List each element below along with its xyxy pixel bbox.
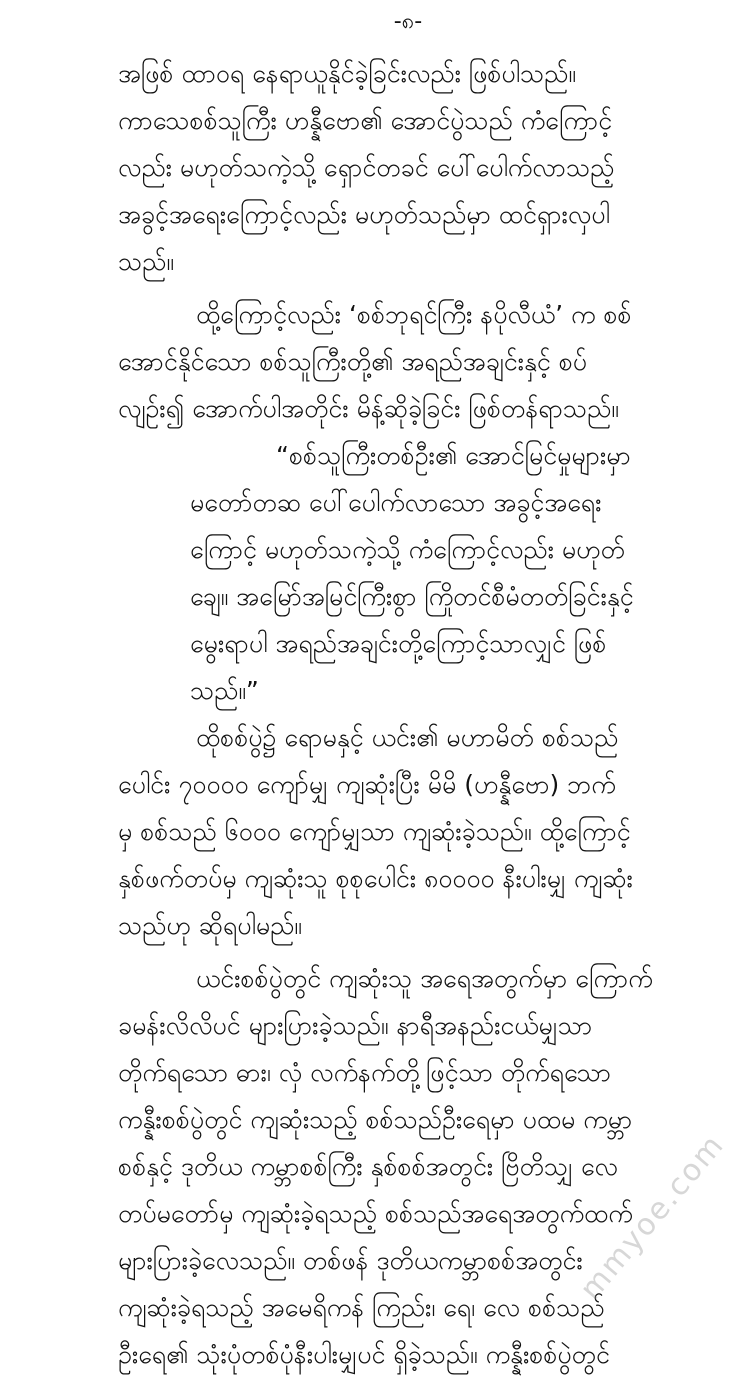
text-line: ကန္နီးစစ်ပွဲတွင် ကျဆုံးသည့် စစ်သည်ဦးရေမှာ ပထမ ကမ္ဘာ bbox=[118, 1105, 633, 1134]
text-line: ထို့ကြောင့်လည်း ‘စစ်ဘုရင်ကြီး နပိုလီယံ’ က စစ် bbox=[196, 300, 632, 329]
paragraph-1 bbox=[118, 50, 658, 285]
text-line: ခမန်းလိလိပင် များပြားခဲ့သည်။ နာရီအနည်းငယ်မျှသာ bbox=[118, 1011, 593, 1040]
text-line: ကျဆုံးခဲ့ရသည့် အမေရိကန် ကြည်း၊ ရေ၊ လေ စစ်သည် bbox=[118, 1293, 605, 1322]
quote-line: သည်။” bbox=[190, 676, 259, 705]
quote-line: ချေ။ အမြော်အမြင်ကြီးစွာ ကြိုတင်စီမံတတ်ခြင်းနှင့် bbox=[190, 582, 634, 611]
block-quote bbox=[118, 432, 658, 714]
text-line: ယင်းစစ်ပွဲတွင် ကျဆုံးသူ အရေအတွက်မှာ ကြောက် bbox=[196, 964, 653, 993]
page-number: -၈- bbox=[393, 9, 423, 34]
text-line: လျဉ်း၍ အောက်ပါအတိုင်း မိန့်ဆိုခဲ့ခြင်း ဖြစ်တန်ရာသည်။ bbox=[118, 394, 619, 423]
text-line: တိုက်ရသော ဓား၊ လှံ လက်နက်တို့ဖြင့်သာ တိုက်ရသော bbox=[118, 1058, 612, 1087]
text-line: သည်။ bbox=[118, 247, 174, 276]
text-line: စစ်နှင့် ဒုတိယ ကမ္ဘာစစ်ကြီး နှစ်စစ်အတွင်း ဗြိတိသျှ လေ bbox=[118, 1152, 618, 1181]
text-line: ကာသေစစ်သူကြီး ဟန္နီဗော၏ အောင်ပွဲသည် ကံကြောင့် bbox=[118, 106, 613, 135]
text-line: ဦးရေ၏ သုံးပုံတစ်ပုံနီးပါးမျှပင် ရှိခဲ့သည်။ ကန္နီးစစ်ပွဲတွင် bbox=[118, 1340, 610, 1369]
text-line: နှစ်ဖက်တပ်မှ ကျဆုံးသူ စုစုပေါင်း ၈၀၀၀၀ နီးပါးမျှ ကျဆုံး bbox=[118, 864, 633, 893]
text-line: များပြားခဲ့လေသည်။ တစ်ဖန် ဒုတိယကမ္ဘာစစ်အတွင်း bbox=[118, 1246, 583, 1275]
text-line: ထိုစစ်ပွဲ၌ ရောမနှင့် ယင်း၏ မဟာမိတ် စစ်သည် bbox=[196, 723, 619, 752]
paragraph-2 bbox=[118, 291, 658, 432]
text-line: မှ စစ်သည် ၆၀၀၀ ကျော်မျှသာ ကျဆုံးခဲ့သည်။ ထို့ကြောင့် bbox=[118, 817, 631, 846]
quote-line: “စစ်သူကြီးတစ်ဦး၏ အောင်မြင်မှုများမှာ bbox=[276, 441, 631, 470]
text-line: အခွင့်အရေးကြောင့်လည်း မဟုတ်သည်မှာ ထင်ရှားလှပါ bbox=[118, 200, 610, 229]
quote-line: မတော်တဆ ပေါ်ပေါက်လာသော အခွင့်အရေး bbox=[190, 488, 602, 517]
text-line: တပ်မတော်မှ ကျဆုံးခဲ့ရသည့် စစ်သည်အရေအတွက်ထက် bbox=[118, 1199, 633, 1228]
text-line: ပေါင်း ၇၀၀၀၀ ကျော်မျှ ကျဆုံးပြီး မိမိ (ဟန္နီဗော) ဘက် bbox=[118, 770, 616, 799]
text-line: သည်ဟု ဆိုရပါမည်။ bbox=[118, 911, 302, 940]
paragraph-4 bbox=[118, 955, 658, 1378]
paragraph-3 bbox=[118, 714, 658, 949]
quote-line: ကြောင့် မဟုတ်သကဲ့သို့ ကံကြောင့်လည်း မဟုတ် bbox=[190, 535, 625, 564]
text-line: အောင်နိုင်သော စစ်သူကြီးတို့၏ အရည်အချင်းနှင့် စပ် bbox=[118, 347, 588, 376]
watermark: mmyoe.com bbox=[573, 1127, 732, 1307]
quote-line: မွေးရာပါ အရည်အချင်းတို့ကြောင့်သာလျှင် ဖြစ် bbox=[190, 629, 607, 658]
text-line: လည်း မဟုတ်သကဲ့သို့ ရှောင်တခင် ပေါ်ပေါက်လာသည့် bbox=[118, 153, 615, 182]
text-line: အဖြစ် ထာဝရ နေရာယူနိုင်ခဲ့ခြင်းလည်း ဖြစ်ပါသည်။ bbox=[118, 59, 576, 88]
